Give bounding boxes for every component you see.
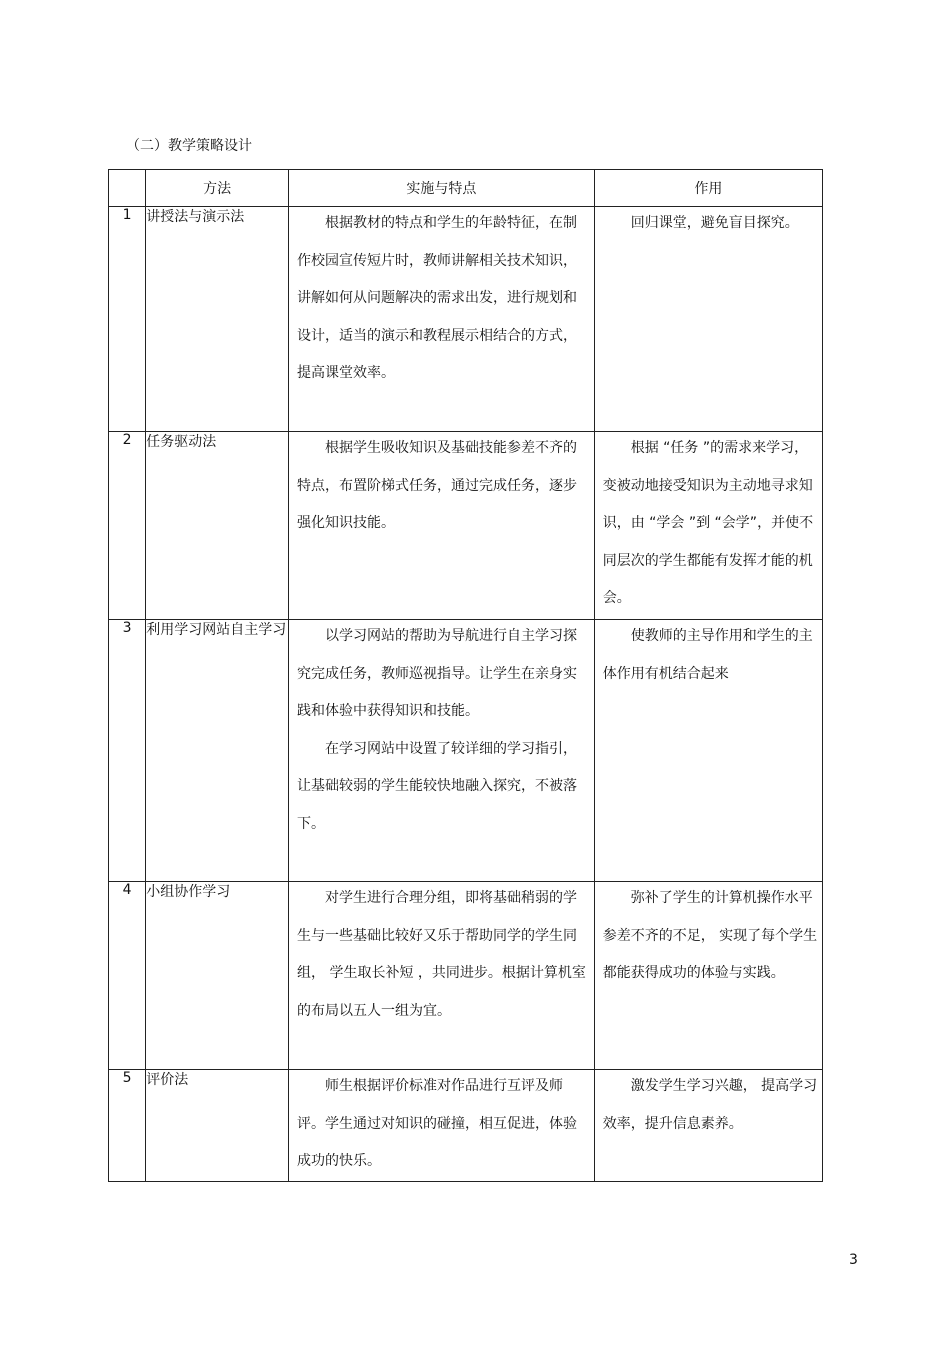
effect-paragraph: 弥补了学生的计算机操作水平参差不齐的不足， 实现了每个学生都能获得成功的体验与实践。 <box>602 890 818 981</box>
effect-cell <box>594 207 822 432</box>
page-number: 3 <box>849 1252 858 1268</box>
header-method: 方法 <box>146 170 289 207</box>
header-impl: 实施与特点 <box>289 170 595 207</box>
impl-paragraph: 根据学生吸收知识及基础技能参差不齐的特点，布置阶梯式任务，通过完成任务，逐步强化知识技能。 <box>297 440 577 531</box>
effect-cell <box>594 620 822 882</box>
effect-paragraph: 回归课堂，避免盲目探究。 <box>630 215 799 231</box>
method-cell: 讲授法与演示法 <box>146 207 289 432</box>
table-row <box>109 620 823 882</box>
header-effect: 作用 <box>594 170 822 207</box>
table-row <box>109 882 823 1070</box>
impl-cell <box>289 1070 595 1182</box>
table-row <box>109 1070 823 1182</box>
method-cell: 利用学习网站自主学习 <box>146 620 289 882</box>
impl-cell <box>289 882 595 1070</box>
row-number: 5 <box>109 1070 146 1182</box>
section-title: （二）教学策略设计 <box>126 138 252 154</box>
header-num <box>109 170 146 207</box>
effect-cell <box>594 882 822 1070</box>
impl-cell <box>289 432 595 620</box>
teaching-strategy-table <box>108 169 823 1182</box>
impl-paragraph: 对学生进行合理分组，即将基础稍弱的学生与一些基础比较好又乐于帮助同学的学生同组， 学生取长补短 ，共同进步。根据计算机室的布局以五人一组为宜。 <box>297 890 586 1019</box>
impl-cell <box>289 207 595 432</box>
effect-paragraph: 根据 “任务 ”的需求来学习，变被动地接受知识为主动地寻求知识，由 “学会 ”到 “会学”，并使不同层次的学生都能有发挥才能的机会。 <box>602 440 814 606</box>
row-number: 4 <box>109 882 146 1070</box>
impl-paragraph: 师生根据评价标准对作品进行互评及师评。学生通过对知识的碰撞，相互促进，体验成功的快乐。 <box>297 1078 577 1169</box>
effect-paragraph: 使教师的主导作用和学生的主体作用有机结合起来 <box>602 628 813 682</box>
row-number: 1 <box>109 207 146 432</box>
impl-paragraph: 以学习网站的帮助为导航进行自主学习探究完成任务，教师巡视指导。让学生在亲身实践和体验中获得知识和技能。 <box>297 628 577 719</box>
impl-paragraph: 在学习网站中设置了较详细的学习指引，让基础较弱的学生能较快地融入探究，不被落下。 <box>297 740 577 832</box>
effect-cell <box>594 1070 822 1182</box>
row-number: 2 <box>109 432 146 620</box>
effect-cell <box>594 432 822 620</box>
table-row <box>109 207 823 432</box>
method-cell: 小组协作学习 <box>146 882 289 1070</box>
row-number: 3 <box>109 620 146 882</box>
impl-paragraph: 根据教材的特点和学生的年龄特征，在制作校园宣传短片时，教师讲解相关技术知识，讲解如何从问题解决的需求出发，进行规划和设计，适当的演示和教程展示相结合的方式，提高课堂效率。 <box>297 215 577 381</box>
method-cell: 任务驱动法 <box>146 432 289 620</box>
method-cell: 评价法 <box>146 1070 289 1182</box>
table-row <box>109 432 823 620</box>
effect-paragraph: 激发学生学习兴趣， 提高学习效率，提升信息素养。 <box>602 1078 818 1132</box>
impl-cell <box>289 620 595 882</box>
